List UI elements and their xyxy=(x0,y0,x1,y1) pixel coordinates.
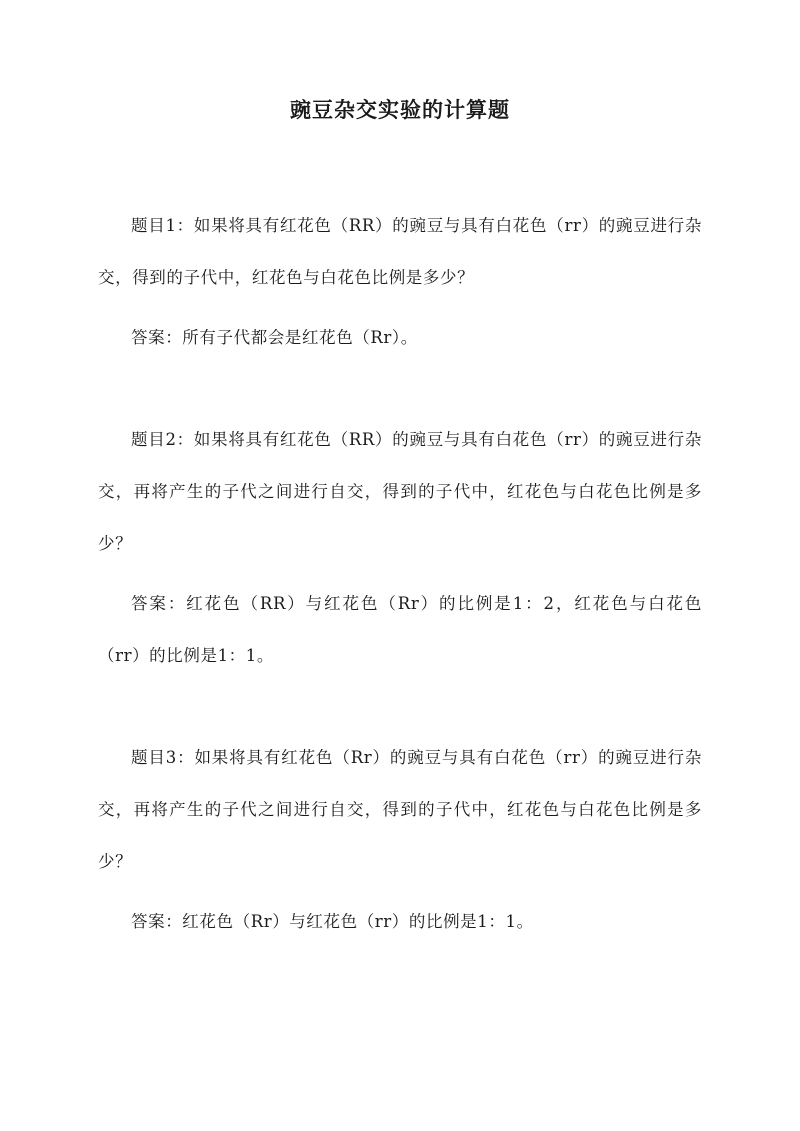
answer-text: 答案：红花色（Rr）与红花色（rr）的比例是1：1。 xyxy=(131,912,534,931)
answer-text: 答案：所有子代都会是红花色（Rr）。 xyxy=(131,328,418,347)
question-block-1 xyxy=(98,200,702,364)
question-block-2 xyxy=(98,414,702,682)
question-block-3 xyxy=(98,732,702,948)
question-text: 题目1：如果将具有红花色（RR）的豌豆与具有白花色（rr）的豌豆进行杂交，得到的子代中，红花色与白花色比例是多少？ xyxy=(98,216,702,287)
document-title: 豌豆杂交实验的计算题 xyxy=(290,97,510,122)
question-text: 题目3：如果将具有红花色（Rr）的豌豆与具有白花色（rr）的豌豆进行杂交，再将产生的子代之间进行自交，得到的子代中，红花色与白花色比例是多少？ xyxy=(98,748,702,871)
document-body xyxy=(98,200,702,948)
answer-text: 答案：红花色（RR）与红花色（Rr）的比例是1：2，红花色与白花色（rr）的比例是1：1。 xyxy=(98,594,702,665)
question-text: 题目2：如果将具有红花色（RR）的豌豆与具有白花色（rr）的豌豆进行杂交，再将产生的子代之间进行自交，得到的子代中，红花色与白花色比例是多少？ xyxy=(98,430,702,553)
